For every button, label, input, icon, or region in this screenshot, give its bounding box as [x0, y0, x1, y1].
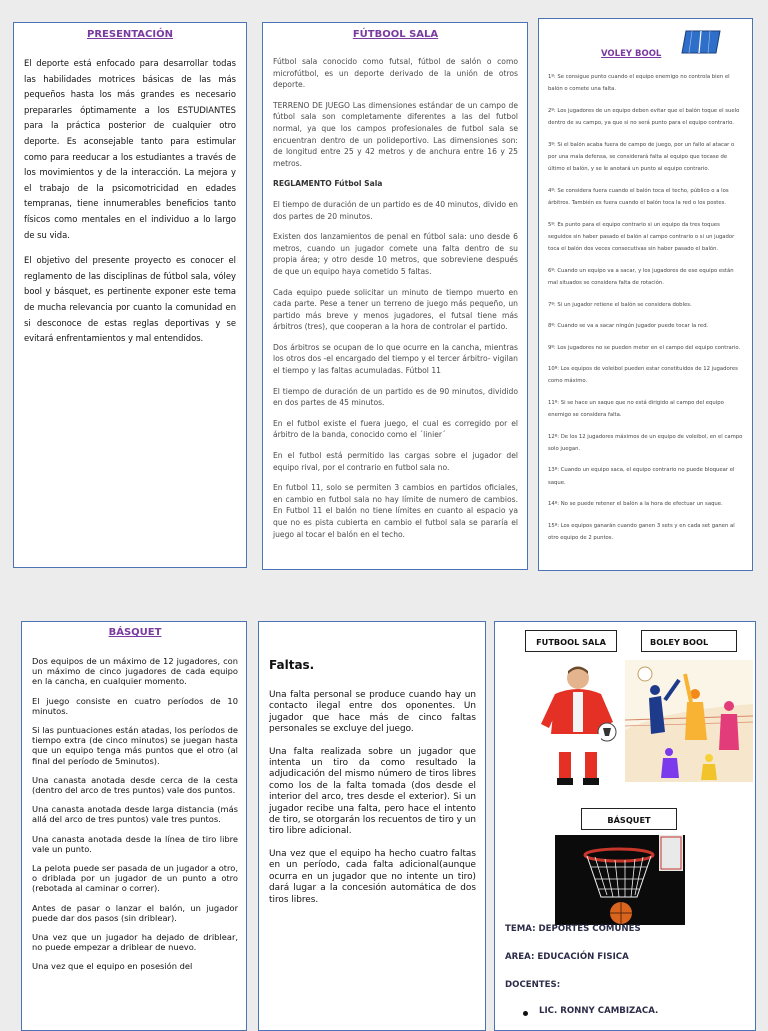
voley-bool-title: VOLEY BOOL [601, 49, 662, 59]
futbol-sala-label: FUTBOOL SALA [525, 630, 617, 652]
basquet-panel [21, 621, 247, 1031]
tema-text: TEMA: DEPORTES COMUNES [505, 924, 641, 934]
basquet-paragraph: Una canasta anotada desde la línea de tiro libre vale un punto. [32, 833, 238, 854]
basquet-paragraph: El juego consiste en cuatro períodos de 10 minutos. [32, 695, 238, 716]
voley-rule: 14º: No se puede retener el balón a la hora de efectuar un saque. [548, 501, 723, 508]
faltas-paragraph: Una falta personal se produce cuando hay un contacto ilegal entre dos oponentes. Un jugador que hace más de cinco faltas personales se excluye del juego. [269, 690, 476, 735]
voley-rule: 8º: Cuando se va a sacar ningún jugador puede tocar la red. [548, 323, 709, 330]
presentacion-panel [13, 22, 247, 568]
voley-rules [548, 71, 744, 544]
voley-rule: 9º: Los jugadores no se pueden meter en el campo del equipo contrario. [548, 344, 741, 351]
futbol-paragraph: En el futbol existe el fuera juego, el cual es corregido por el árbitro de la banda, conocido como el ´linier´ [273, 418, 518, 440]
faltas-paragraph: Una vez que el equipo ha hecho cuatro faltas en un período, cada falta adicional(aunque ocurra en un jugador que no intente un tiro) dará lugar a la concesión automática de dos tiros libres. [269, 848, 476, 905]
futbol-paragraph: Existen dos lanzamientos de penal en fútbol sala: uno desde 6 metros, cuando un jugador comete una falta dentro de su propia área; y otro desde 10 metros, que sobreviene después de que un equipo haya cometido 5 faltas. [273, 232, 518, 276]
voley-rule: 7º: Si un jugador retiene el balón se considera dobles. [548, 301, 692, 308]
futbol-paragraph: TERRENO DE JUEGO Las dimensiones estándar de un campo de fútbol sala son completamente diferentes a las del futbol normal, ya que los campos profesionales de futbol sala se encuentran dentro de un polideportivo. Las dimensiones son: de longitud entre 25 y 42 metros y de anchura entre 16 y 25 metros. [273, 100, 518, 168]
futbol-paragraph: En futbol 11, solo se permiten 3 cambios en partidos oficiales, en cambio en futbol sala no hay límite de numero de cambios. En Futbol 11 el balón no tiene límites en cuanto al espacio ya que no es pista cubierta en cambio el futbol sala se pararía el juego al tocar el balón en el techo. [273, 483, 518, 539]
docentes-heading: DOCENTES: [505, 980, 561, 990]
volleyball-court-icon [680, 29, 722, 55]
presentacion-paragraph: El objetivo del presente proyecto es conocer el reglamento de las disciplinas de fútbol sala, vóley bool y básquet, es pertinente exponer este tema de mucha relevancia por cuanto la comunidad en si desconoce de estas reglas deportivas y se evitará enfrentamientos y mal entendidos. [24, 255, 236, 344]
voley-bool-panel [538, 18, 753, 571]
faltas-paragraph: Una falta realizada sobre un jugador que intenta un tiro da como resultado la adjudicación del mismo número de tiros libres como los de la falta tomada (dos desde el interior del arco, tres desde el exterior). Si un jugador recibe una falta, pero hace el intento de tiro, se otorgarán los recuentos de tiro y un tiro libre adicional. [269, 746, 476, 837]
futbol-paragraph: Cada equipo puede solicitar un minuto de tiempo muerto en cada parte. Pese a tener un terreno de juego más pequeño, un partido más breve y menos jugadores, el futsal tiene más árbitros (tres), que cooperan a la hora de controlar el partido. [273, 287, 518, 332]
voley-rule: 3º: Si el balón acaba fuera de campo de juego, por un fallo al atacar o por una mala defensa, se considerará falta al equipo que tocase de último el balón, y se le anotará un punto al equipo contrario. [548, 141, 735, 173]
futbol-paragraph: En el futbol está permitido las cargas sobre el jugador del equipo rival, por el contrario en futbol sala no. [273, 451, 518, 472]
basquet-paragraph: Una vez que un jugador ha dejado de driblear, no puede empezar a driblear de nuevo. [32, 932, 238, 953]
basketball-hoop-image [555, 835, 685, 925]
voley-rule: 1º: Se consigue punto cuando el equipo enemigo no controla bien el balón o comete una falta. [548, 74, 730, 93]
reglamento-heading-text: REGLAMENTO Fútbol Sala [273, 179, 383, 189]
voley-rule: 4º: Se considera fuera cuando el balón toca el techo, público o a los árbitros. También es fuera cuando el balón toca la red o los postes. [548, 187, 729, 207]
voley-rule: 6º: Cuando un equipo va a sacar, y los jugadores de ese equipo están mal situados se considera falta de rotación. [548, 267, 734, 287]
futbol-sala-text [273, 56, 518, 540]
volleyball-image [625, 660, 753, 782]
presentacion-paragraph: El deporte está enfocado para desarrollar todas las habilidades motrices básicas de las más pequeños hasta los más grandes es necesario prepararles óptimamente a los ESTUDIANTES para la práctica posterior de cualquier otro deporte. Es aconsejable tanto para estimular como para reeducar a los estudiantes a través de los movimientos y de la interacción. La mejora y el trabajo de la psicomotricidad en edades tempranas, tiene innumerables beneficios tanto físicos como mentales en el individuo a lo largo de su vida. [24, 58, 236, 240]
area-text: AREA: EDUCACIÓN FISICA [505, 952, 629, 962]
voley-rule: 10º: Los equipos de voleibol pueden estar constituidos de 12 jugadores como máximo. [548, 365, 738, 385]
cover-panel [494, 621, 756, 1031]
presentacion-title: PRESENTACIÓN [87, 29, 173, 40]
bullet-icon [523, 1011, 528, 1016]
futbol-paragraph: Dos árbitros se ocupan de lo que ocurre en la cancha, mientras los otros dos -el encargado del tiempo y el tercer árbitro- vigilan el tiempo y las faltas acumuladas. Fútbol 11 [273, 342, 518, 376]
basquet-text [32, 656, 238, 972]
voley-rule: 12º: De los 12 jugadores máximos de un equipo de voleibol, en el campo solo juegan. [548, 433, 743, 452]
futbol-paragraph: El tiempo de duración de un partido es de 40 minutos, divido en dos partes de 20 minutos. [273, 199, 518, 221]
basquet-paragraph: Una canasta anotada desde cerca de la cesta (dentro del arco de tres puntos) vale dos puntos. [32, 774, 238, 796]
basquet-paragraph: La pelota puede ser pasada de un jugador a otro, o driblada por un jugador de un punto a otro (rebotada al caminar o correr). [32, 863, 238, 894]
faltas-text [269, 690, 476, 906]
reglamento-heading [273, 178, 518, 190]
basquet-title: BÁSQUET [108, 627, 162, 638]
basquet-paragraph: Una canasta anotada desde larga distancia (más allá del arco de tres puntos) vale tres puntos. [32, 804, 238, 825]
basquet-label: BÁSQUET [581, 808, 677, 830]
futbol-sala-title: FÚTBOOL SALA [352, 29, 439, 40]
soccer-player-image [533, 662, 623, 788]
docente-name: LIC. RONNY CAMBIZACA. [539, 1006, 659, 1016]
futbol-sala-panel [262, 22, 528, 570]
voley-rule: 11º: Si se hace un saque que no está dirigido al campo del equipo enemigo se considera falta. [548, 399, 724, 419]
basquet-paragraph: Antes de pasar o lanzar el balón, un jugador puede dar dos pasos (sin driblear). [32, 902, 238, 923]
voley-rule: 15º: Los equipos ganarán cuando ganen 3 sets y en cada set ganen al otro equipo de 2 puntos. [548, 522, 735, 541]
basquet-paragraph: Una vez que el equipo en posesión del [32, 961, 193, 972]
faltas-panel [258, 621, 486, 1031]
presentacion-text [24, 56, 236, 347]
voley-label: BOLEY BOOL [641, 630, 737, 652]
voley-rule: 5º: Es punto para el equipo contrario si un equipo da tres toques seguidos sin haber pasado el balón al campo contrario o si un jugador toca el balón dos veces consecutivas sin haber pasado el balón. [548, 221, 735, 253]
futbol-paragraph: Fútbol sala conocido como futsal, fútbol de salón o como microfútbol, es un deporte derivado de la unión de otros deporte. [273, 57, 518, 90]
basquet-paragraph: Si las puntuaciones están atadas, los períodos de tiempo extra (de cinco minutos) se juegan hasta que un equipo tenga más puntos que el otro (al final del período de 5minutos). [32, 725, 238, 766]
voley-rule: 2º: Los jugadores de un equipo deben evitar que el balón toque el suelo dentro de su campo, ya que si no será punto para el equipo contrario. [548, 107, 740, 127]
futbol-paragraph: El tiempo de duración de un partido es de 90 minutos, dividido en dos partes de 45 minutos. [273, 386, 518, 408]
basquet-paragraph: Dos equipos de un máximo de 12 jugadores, con un máximo de cinco jugadores de cada equipo en la cancha, en cualquier momento. [32, 656, 238, 687]
faltas-title: Faltas. [269, 658, 315, 672]
voley-rule: 13º: Cuando un equipo saca, el equipo contrario no puede bloquear el saque. [548, 467, 735, 486]
